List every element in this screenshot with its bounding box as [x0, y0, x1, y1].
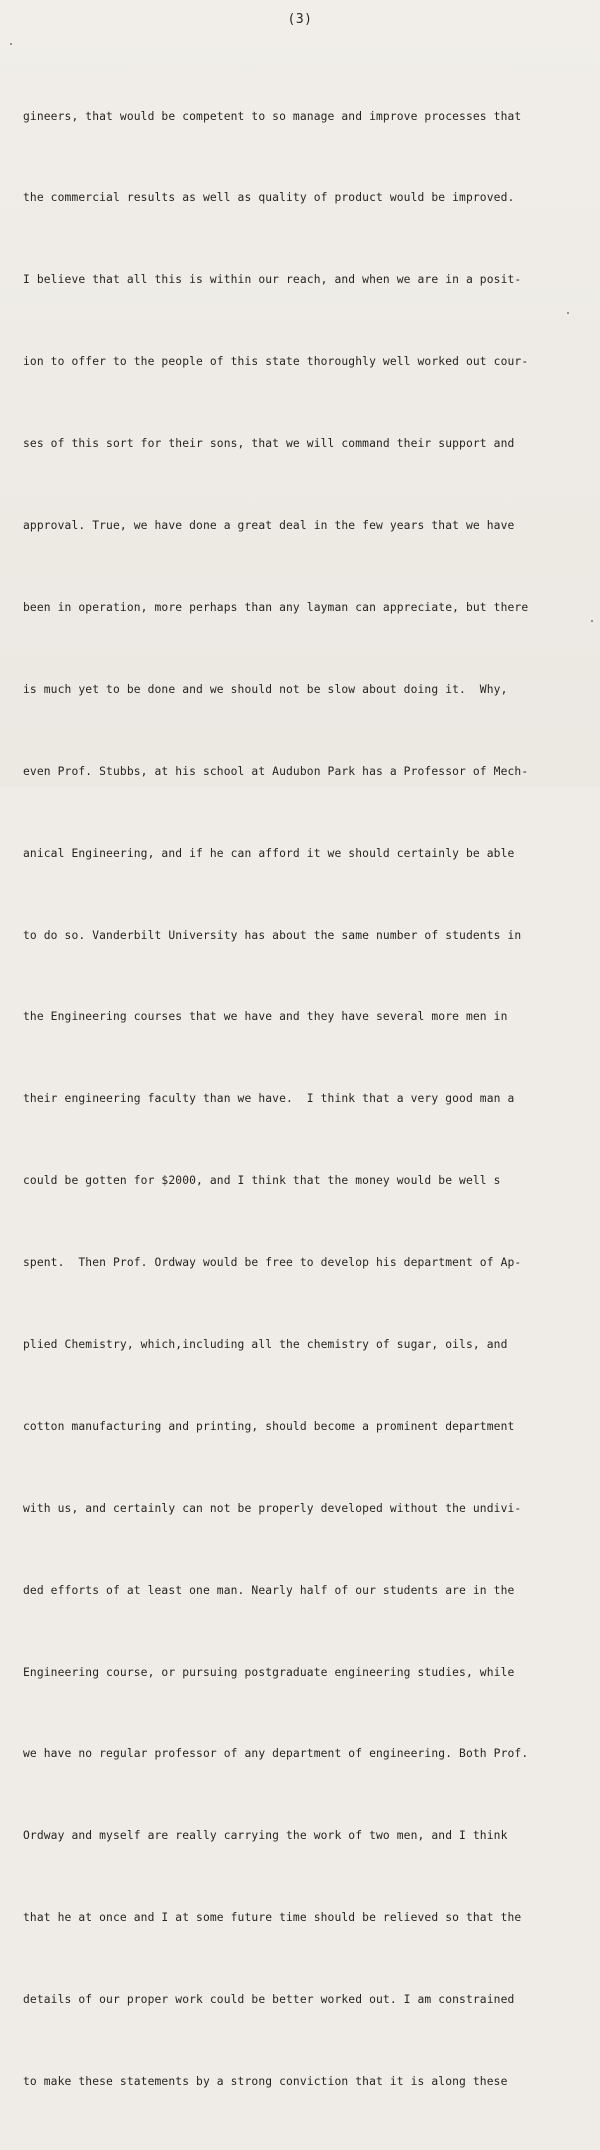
ink-speck	[591, 620, 593, 622]
letter-body	[23, 48, 583, 2150]
text-line: we have no regular professor of any department of engineering. Both Prof.	[23, 1747, 529, 1761]
text-line: even Prof. Stubbs, at his school at Audubon Park has a Professor of Mech-	[23, 764, 529, 778]
text-line: anical Engineering, and if he can afford it we should certainly be able	[23, 846, 515, 860]
text-line: with us, and certainly can not be properly developed without the undivi-	[23, 1501, 522, 1515]
text-line: ded efforts of at least one man. Nearly half of our students are in the	[23, 1583, 515, 1597]
text-line: gineers, that would be competent to so manage and improve processes that	[23, 109, 522, 123]
text-line: their engineering faculty than we have. I think that a very good man a	[23, 1092, 515, 1106]
text-line: Engineering course, or pursuing postgraduate engineering studies, while	[23, 1665, 515, 1679]
text-line: plied Chemistry, which,including all the chemistry of sugar, oils, and	[23, 1337, 508, 1351]
text-line: spent. Then Prof. Ordway would be free to develop his department of Ap-	[23, 1256, 522, 1270]
text-line: that he at once and I at some future time should be relieved so that the	[23, 1911, 522, 1925]
text-line: cotton manufacturing and printing, should become a prominent department	[23, 1419, 515, 1433]
text-line: ses of this sort for their sons, that we will command their support and	[23, 437, 515, 451]
text-line: ion to offer to the people of this state thoroughly well worked out cour-	[23, 355, 529, 369]
ink-speck	[10, 43, 12, 45]
text-line: to make these statements by a strong conviction that it is along these	[23, 2074, 508, 2088]
text-line: details of our proper work could be better worked out. I am constrained	[23, 1993, 515, 2007]
text-line: the commercial results as well as quality of product would be improved.	[23, 191, 515, 205]
ink-speck	[567, 312, 569, 314]
text-line: is much yet to be done and we should not be slow about doing it. Why,	[23, 682, 508, 696]
text-line: approval. True, we have done a great deal in the few years that we have	[23, 519, 515, 533]
text-line: could be gotten for $2000, and I think that the money would be well s	[23, 1174, 501, 1188]
text-line: the Engineering courses that we have and they have several more men in	[23, 1010, 508, 1024]
page-number: (3)	[287, 12, 313, 27]
text-line: Ordway and myself are really carrying the work of two men, and I think	[23, 1829, 508, 1843]
text-line: I believe that all this is within our reach, and when we are in a posit-	[23, 273, 522, 287]
text-line: been in operation, more perhaps than any layman can appreciate, but there	[23, 600, 529, 614]
text-line: to do so. Vanderbilt University has about the same number of students in	[23, 928, 522, 942]
